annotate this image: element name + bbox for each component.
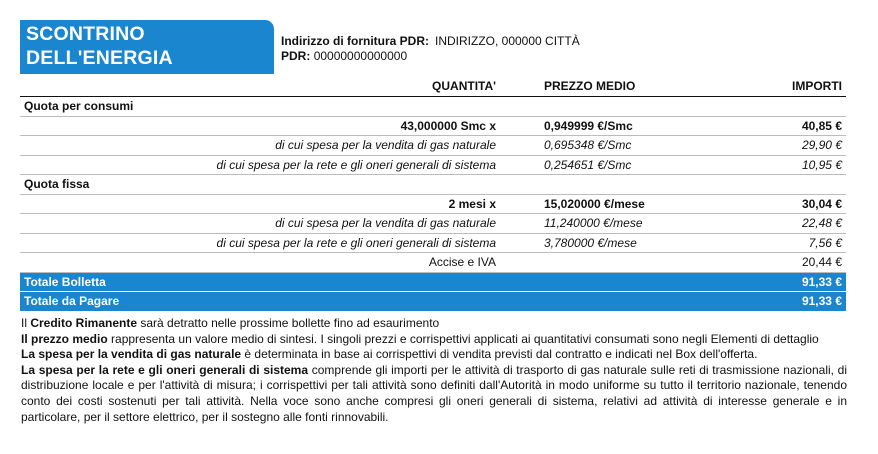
note-bold: La spesa per la rete e gli oneri generali di sistema — [21, 362, 309, 377]
supply-info — [281, 34, 580, 64]
row-amount: 7,56 € — [808, 235, 842, 250]
table-row — [20, 136, 846, 156]
row-price: 3,780000 €/mese — [544, 235, 637, 250]
pdr-row — [281, 49, 580, 64]
table-row — [20, 234, 846, 254]
table-row — [20, 117, 846, 137]
note-network-charges — [21, 363, 847, 425]
row-label: di cui spesa per la rete e gli oneri generali di sistema — [216, 235, 496, 250]
note-text: comprende gli importi per le attività di trasporto di gas naturale sulle reti di trasmissione nazionali, di distribuzione locale e per l'attività di misura; i corrispettivi per tali attività sono definiti dall'Autorità in modo uniforme su tutto il territorio nazionale, tenendo conto dei costi sostenuti per tali attività. Nella voce sono anche compresi gli oneri generali di sistema, relativi ad attività di interesse generale e in particolare, per il settore elettrico, per il sostegno alle fonti rinnovabili. — [21, 362, 848, 424]
section-title: Quota per consumi — [24, 99, 134, 113]
row-label: di cui spesa per la vendita di gas naturale — [275, 216, 496, 230]
table-row — [20, 195, 846, 215]
taxes-label: Accise e IVA — [428, 255, 496, 269]
bill-table — [20, 77, 846, 312]
total-due-label: Totale da Pagare — [24, 294, 120, 308]
note-average-price — [21, 332, 847, 348]
row-quantity: 2 mesi x — [448, 196, 496, 211]
total-due-row — [20, 292, 846, 312]
note-bold: La spesa per la vendita di gas naturale — [21, 347, 242, 362]
supply-address-label: Indirizzo di fornitura PDR: — [281, 34, 429, 48]
section-fixed — [20, 175, 846, 195]
note-credit — [21, 316, 847, 332]
pdr-label: PDR: — [281, 49, 311, 63]
row-price: 15,020000 €/mese — [544, 196, 645, 211]
row-quantity: 43,000000 Smc x — [400, 118, 496, 133]
row-amount: 10,95 € — [801, 157, 842, 172]
row-label: di cui spesa per la rete e gli oneri generali di sistema — [216, 157, 496, 172]
header-quantity: QUANTITA' — [432, 79, 496, 93]
section-consumption — [20, 97, 846, 117]
supply-address-value: INDIRIZZO, 000000 CITTÀ — [435, 34, 580, 48]
supply-address-row — [281, 34, 580, 49]
row-price: 0,695348 €/Smc — [544, 138, 632, 152]
table-row — [20, 214, 846, 234]
pdr-value: 00000000000000 — [313, 49, 408, 63]
row-amount: 22,48 € — [801, 216, 842, 230]
note-bold: Credito Rimanente — [30, 316, 138, 330]
taxes-row — [20, 253, 846, 273]
total-bill-label: Totale Bolletta — [24, 274, 106, 289]
total-due-amount: 91,33 € — [801, 294, 842, 308]
note-text: sarà detratto nelle prossime bollette fino ad esaurimento — [137, 316, 440, 330]
row-price: 0,949999 €/Smc — [544, 118, 633, 133]
note-text: Il — [21, 316, 31, 330]
note-text: rappresenta un valore medio di sintesi. I singoli prezzi e corrispettivi applicati ai quantitativi consumati sono negli Elementi di dettaglio — [107, 331, 819, 346]
section-title: Quota fissa — [24, 177, 90, 191]
row-label: di cui spesa per la vendita di gas naturale — [275, 138, 496, 152]
note-text: è determinata in base ai corrispettivi di vendita previsti dal contratto e indicati nel Box dell'offerta. — [241, 347, 758, 362]
row-price: 11,240000 €/mese — [544, 216, 643, 230]
note-gas-sale — [21, 347, 847, 363]
row-price: 0,254651 €/Smc — [544, 157, 632, 172]
table-header — [20, 77, 846, 97]
energy-receipt-badge — [20, 20, 274, 74]
row-amount: 40,85 € — [801, 118, 842, 133]
note-bold: Il prezzo medio — [21, 331, 108, 346]
header-price: PREZZO MEDIO — [544, 79, 636, 93]
total-bill-amount: 91,33 € — [801, 274, 842, 289]
row-amount: 30,04 € — [801, 196, 842, 211]
row-amount: 29,90 € — [801, 138, 842, 152]
badge-line-2: DELL'ENERGIA — [26, 47, 173, 69]
header-amount: IMPORTI — [792, 79, 842, 93]
badge-line-1: SCONTRINO — [26, 23, 145, 45]
badge-title — [26, 22, 173, 70]
taxes-amount: 20,44 € — [801, 255, 842, 269]
table-row — [20, 156, 846, 176]
explanatory-notes — [21, 316, 847, 425]
total-bill-row — [20, 273, 846, 293]
